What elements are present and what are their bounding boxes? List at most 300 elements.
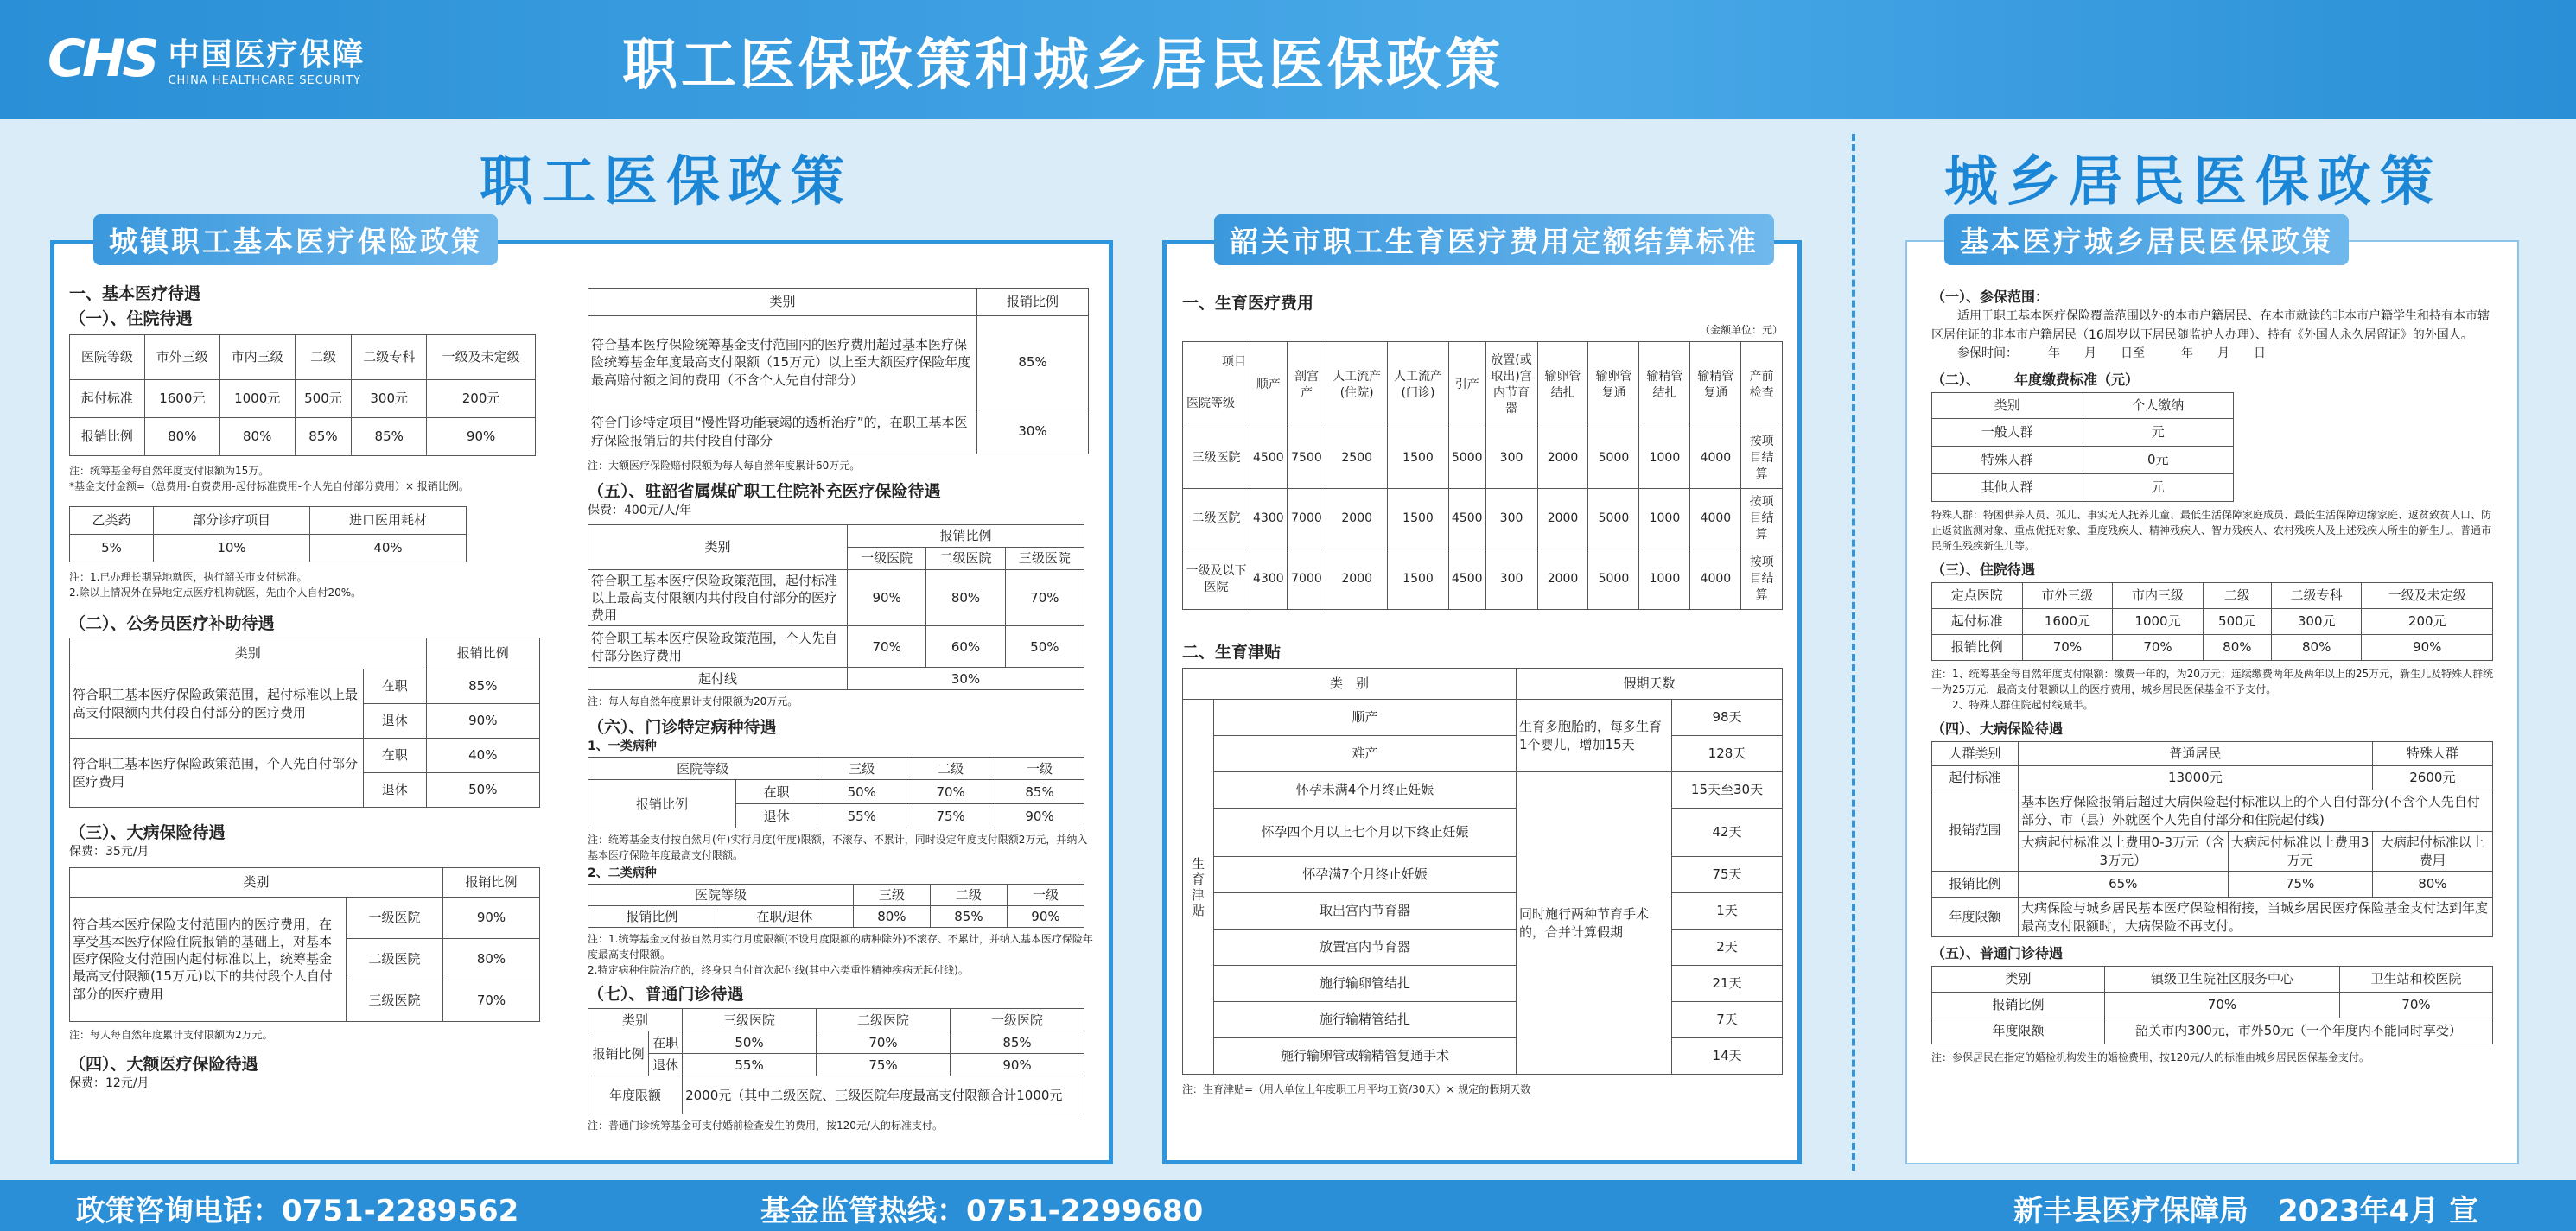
th: 类别 bbox=[1932, 967, 2105, 993]
heading: （一）、参保范围： bbox=[1931, 289, 2050, 305]
th: 人工流产(门诊) bbox=[1388, 342, 1449, 428]
td: 一级医院 bbox=[347, 897, 443, 938]
logo-en: CHINA HEALTHCARE SECURITY bbox=[168, 73, 362, 87]
td: 500元 bbox=[2203, 609, 2271, 635]
td: 符合职工基本医疗保险政策范围，起付标准以上最高支付限额内共付段自付部分的医疗费用 bbox=[588, 569, 848, 626]
td: 90% bbox=[950, 1054, 1084, 1076]
td: 1000元 bbox=[2113, 609, 2204, 635]
note: 注：每人每自然年度累计支付限额为20万元。 bbox=[588, 695, 798, 708]
td: 200元 bbox=[2362, 609, 2493, 635]
td: 1500 bbox=[1388, 549, 1449, 610]
th: 类别 bbox=[1932, 393, 2083, 419]
th: 人群类别 bbox=[1932, 742, 2019, 766]
td: 按项目结算 bbox=[1741, 549, 1783, 610]
th: 输精管结扎 bbox=[1639, 342, 1690, 428]
td: 80% bbox=[219, 418, 295, 456]
td: 5000 bbox=[1588, 428, 1639, 489]
td: 15天至30天 bbox=[1672, 772, 1783, 809]
th: 类别 bbox=[588, 1009, 683, 1031]
note: 注：每人每自然年度累计支付限额为2万元。 bbox=[69, 1028, 273, 1041]
subheading: 1、一类病种 bbox=[588, 739, 657, 754]
th: 输卵管结扎 bbox=[1537, 342, 1588, 428]
td: 大病起付标准以上费用 bbox=[2372, 832, 2492, 872]
td: 符合职工基本医疗保险政策范围，个人先自付部分医疗费用 bbox=[588, 626, 848, 668]
note: 注：1、统筹基金每自然年度支付限额：缴费一年的，为20万元；连续缴费两年及两年以上的25万元，新生儿及特殊人群统一为25万元，最高支付限额以上的医疗费用，城乡居民医保基金不予支付。 bbox=[1931, 668, 2494, 696]
td: 1500 bbox=[1388, 428, 1449, 489]
td: 300元 bbox=[2271, 609, 2362, 635]
td: 90% bbox=[443, 897, 540, 938]
td: 85% bbox=[426, 669, 539, 704]
td: 128天 bbox=[1672, 736, 1783, 772]
th: 部分诊疗项目 bbox=[154, 507, 310, 535]
td: 42天 bbox=[1672, 809, 1783, 857]
td: 符合职工基本医疗保险政策范围，起付标准以上最高支付限额内共付段自付部分的医疗费用 bbox=[70, 669, 364, 739]
category2-table bbox=[588, 884, 1084, 929]
td: 大病起付标准以上费用3万元 bbox=[2228, 832, 2372, 872]
td: 1000 bbox=[1639, 428, 1690, 489]
td: 放置宫内节育器 bbox=[1214, 930, 1517, 966]
th: 定点医院 bbox=[1932, 583, 2023, 609]
th: 剖宫产 bbox=[1287, 342, 1326, 428]
subheading: 2、二类病种 bbox=[588, 866, 657, 881]
td: 50% bbox=[683, 1031, 817, 1054]
td: 其他人群 bbox=[1932, 474, 2083, 502]
th: 三级 bbox=[853, 884, 930, 905]
th: 普通居民 bbox=[2019, 742, 2373, 766]
issuer-date: 新丰县医疗保障局 2023年4月 宣 bbox=[2013, 1194, 2479, 1228]
td: 符合基本医疗保险统筹基金支付范围内的医疗费用超过基本医疗保险统筹基金年度最高支付限额（15万元）以上至大额医疗保险年度最高赔付额之间的费用（不含个人先自付部分） bbox=[588, 316, 977, 409]
unit-note: （金额单位：元） bbox=[1699, 324, 1783, 336]
td: 300 bbox=[1485, 489, 1537, 549]
heading: （五）、驻韶省属煤矿职工住院补充医疗保险待遇 bbox=[588, 482, 941, 501]
td: 三级医院 bbox=[347, 980, 443, 1021]
panel-employee-col2 bbox=[588, 288, 1093, 1133]
th: 假期天数 bbox=[1517, 669, 1783, 700]
td: 90% bbox=[426, 704, 539, 739]
th: 个人缴纳 bbox=[2083, 393, 2234, 419]
td: 符合门诊特定项目“慢性肾功能衰竭的透析治疗”的，在职工基本医疗保险报销后的共付段自付部分 bbox=[588, 409, 977, 454]
note: 注：1.已办理长期异地就医，执行韶关市支付标准。 bbox=[69, 571, 308, 583]
td: 1600元 bbox=[144, 380, 219, 418]
td: 5000 bbox=[1588, 489, 1639, 549]
td: 75% bbox=[817, 1054, 951, 1076]
th: 医院等级 bbox=[588, 884, 854, 905]
td: 21天 bbox=[1672, 966, 1783, 1002]
th: 乙类药 bbox=[70, 507, 154, 535]
ratio-table bbox=[69, 506, 467, 562]
td: 4500 bbox=[1448, 549, 1485, 610]
table-cell bbox=[1183, 342, 1250, 428]
td: 退休 bbox=[735, 804, 817, 828]
th: 镇级卫生院社区服务中心 bbox=[2105, 967, 2340, 993]
td: 70% bbox=[848, 626, 926, 668]
td: 4500 bbox=[1250, 428, 1288, 489]
panel-employee-bar: 城镇职工基本医疗保险政策 bbox=[93, 214, 498, 265]
section-divider bbox=[1852, 134, 1855, 1171]
th: 医院等级 bbox=[1186, 397, 1235, 411]
td: 施行输卵管结扎 bbox=[1214, 966, 1517, 1002]
th: 报销比例 bbox=[977, 289, 1089, 316]
td: 1天 bbox=[1672, 893, 1783, 930]
resident-serious-table bbox=[1931, 741, 2493, 937]
serious-illness-table bbox=[69, 867, 540, 1022]
th: 一级医院 bbox=[848, 547, 926, 569]
td: 85% bbox=[995, 780, 1084, 804]
td: 70% bbox=[2105, 993, 2340, 1018]
td: 5% bbox=[70, 535, 154, 562]
td: 一级及以下医院 bbox=[1183, 549, 1250, 610]
resident-outpatient-table bbox=[1931, 966, 2493, 1044]
td: 300 bbox=[1485, 428, 1537, 489]
heading: （三）、大病保险待遇 bbox=[69, 823, 226, 842]
td: 75% bbox=[906, 804, 995, 828]
td: 7500 bbox=[1287, 428, 1326, 489]
td: 报销比例 bbox=[588, 780, 736, 828]
td: 80% bbox=[2271, 635, 2362, 661]
td: 大病保险与城乡居民基本医疗保险相衔接，当城乡居民医疗保险基金支付达到年度最高支付限额时，大病保险不再支付。 bbox=[2019, 898, 2493, 937]
td: 一般人群 bbox=[1932, 419, 2083, 447]
td: 怀孕未满4个月终止妊娠 bbox=[1214, 772, 1517, 809]
note: *基金支付金额=（总费用-自费费用-起付标准费用-个人先自付部分费用）× 报销比例。 bbox=[69, 480, 469, 492]
note: 注：统筹基金支付按自然月(年)实行月度(年度)限额，不滚存、不累计，同时设定年度支付限额2万元，并纳入基本医疗保险年度最高支付限额。 bbox=[588, 834, 1088, 862]
td: 特殊人群 bbox=[1932, 447, 2083, 474]
right-big-title: 城乡居民医保政策 bbox=[1944, 149, 2443, 213]
td: 难产 bbox=[1214, 736, 1517, 772]
td: 起付线 bbox=[588, 668, 848, 690]
td: 报销比例 bbox=[70, 418, 145, 456]
footer-bar bbox=[0, 1180, 2576, 1231]
resident-inpatient-table bbox=[1931, 582, 2493, 661]
td: 90% bbox=[427, 418, 536, 456]
td: 符合职工基本医疗保险政策范围，个人先自付部分医疗费用 bbox=[70, 739, 364, 808]
td: 55% bbox=[817, 804, 906, 828]
th: 医院等级 bbox=[70, 335, 145, 380]
th: 类别 bbox=[588, 524, 848, 569]
td: 2000 bbox=[1537, 549, 1588, 610]
td: 80% bbox=[2203, 635, 2271, 661]
th: 市外三级 bbox=[144, 335, 219, 380]
td: 70% bbox=[2339, 993, 2492, 1018]
heading: （六）、门诊特定病种待遇 bbox=[588, 718, 777, 738]
td: 报销范围 bbox=[1932, 790, 2019, 872]
td: 4300 bbox=[1250, 549, 1288, 610]
td: 4000 bbox=[1690, 489, 1741, 549]
td: 1000 bbox=[1639, 549, 1690, 610]
note: 2.特定病种住院治疗的，终身只自付首次起付线(其中六类重性精神疾病无起付线)。 bbox=[588, 964, 969, 977]
th: 二级专科 bbox=[2271, 583, 2362, 609]
td: 起付标准 bbox=[1932, 766, 2019, 790]
td: 基本医疗保险报销后超过大病保险起付标准以上的个人自付部分(不含个人先自付部分、市（县）外就医个人先自付部分和住院起付线) bbox=[2019, 790, 2493, 832]
td: 年度限额 bbox=[588, 1076, 683, 1114]
th: 二级 bbox=[2203, 583, 2271, 609]
note: 注：生育津贴=（用人单位上年度职工月平均工资/30天）× 规定的假期天数 bbox=[1182, 1083, 1531, 1095]
th: 引产 bbox=[1448, 342, 1485, 428]
td: 在职 bbox=[649, 1031, 683, 1054]
td: 同时施行两种节育手术的，合并计算假期 bbox=[1517, 772, 1672, 1075]
td: 大病起付标准以上费用0-3万元（含3万元） bbox=[2019, 832, 2229, 872]
inpatient-table bbox=[69, 334, 536, 456]
td: 50% bbox=[1005, 626, 1084, 668]
panel-maternity-bar: 韶关市职工生育医疗费用定额结算标准 bbox=[1214, 214, 1774, 265]
td: 85% bbox=[950, 1031, 1084, 1054]
td: 取出宫内节育器 bbox=[1214, 893, 1517, 930]
td: 90% bbox=[848, 569, 926, 626]
td: 55% bbox=[683, 1054, 817, 1076]
panel-resident-bar: 基本医疗城乡居民医保政策 bbox=[1944, 214, 2349, 265]
td: 90% bbox=[2362, 635, 2493, 661]
th: 一级医院 bbox=[950, 1009, 1084, 1031]
td: 报销比例 bbox=[1932, 872, 2019, 898]
th: 二级专科 bbox=[352, 335, 427, 380]
th: 二级 bbox=[906, 758, 995, 780]
td: 75% bbox=[2228, 872, 2372, 898]
td: 90% bbox=[995, 804, 1084, 828]
panel-resident-content bbox=[1931, 281, 2497, 1065]
td: 300元 bbox=[352, 380, 427, 418]
td: 2500 bbox=[1326, 428, 1388, 489]
td: 在职 bbox=[364, 669, 427, 704]
td: 在职 bbox=[735, 780, 817, 804]
th: 输精管复通 bbox=[1690, 342, 1741, 428]
td: 85% bbox=[352, 418, 427, 456]
td: 施行输精管结扎 bbox=[1214, 1002, 1517, 1038]
td: 70% bbox=[1005, 569, 1084, 626]
td: 2000 bbox=[1326, 489, 1388, 549]
allowance-table bbox=[1182, 668, 1783, 1075]
note: 2、特殊人群住院起付线减半。 bbox=[1952, 699, 2094, 712]
logo-text bbox=[168, 30, 365, 87]
outpatient-table bbox=[588, 1008, 1084, 1114]
td: 二级医院 bbox=[1183, 489, 1250, 549]
td: 5000 bbox=[1448, 428, 1485, 489]
note: 注：1.统筹基金支付按自然月实行月度限额(不设月度限额的病种除外)不滚存、不累计，并纳入基本医疗保险年度最高支付限额。 bbox=[588, 933, 1093, 961]
td: 7天 bbox=[1672, 1002, 1783, 1038]
td: 4300 bbox=[1250, 489, 1288, 549]
enroll-time: 参保时间： 年 月 日至 年 月 日 bbox=[1957, 346, 2266, 361]
fee: 保费：12元/月 bbox=[69, 1076, 149, 1090]
th: 一级及未定级 bbox=[427, 335, 536, 380]
td: 4000 bbox=[1690, 549, 1741, 610]
td: 施行输卵管或输精管复通手术 bbox=[1214, 1038, 1517, 1075]
td: 10% bbox=[154, 535, 310, 562]
td: 二级医院 bbox=[347, 938, 443, 980]
td: 1000 bbox=[1639, 489, 1690, 549]
th: 三级 bbox=[817, 758, 906, 780]
heading: （二）、公务员医疗补助待遇 bbox=[69, 614, 275, 633]
td: 按项目结算 bbox=[1741, 428, 1783, 489]
heading: （四）、大病保险待遇 bbox=[1931, 720, 2064, 738]
large-amount-table bbox=[588, 288, 1089, 454]
category1-table bbox=[588, 757, 1084, 828]
note: 注：大额医疗保险赔付限额为每人每自然年度累计60万元。 bbox=[588, 460, 861, 472]
heading: （七）、普通门诊待遇 bbox=[588, 985, 744, 1005]
th: 一级及未定级 bbox=[2362, 583, 2493, 609]
th: 二级医院 bbox=[926, 547, 1005, 569]
td: 韶关市内300元，市外50元（一个年度内不能同时享受） bbox=[2105, 1018, 2493, 1044]
th: 报销比例 bbox=[443, 867, 540, 897]
td: 生育多胞胎的，每多生育1个婴儿，增加15天 bbox=[1517, 700, 1672, 772]
td: 14天 bbox=[1672, 1038, 1783, 1075]
td: 98天 bbox=[1672, 700, 1783, 736]
td: 按项目结算 bbox=[1741, 489, 1783, 549]
supervision-hotline: 基金监管热线：0751-2299680 bbox=[760, 1194, 1204, 1228]
td: 元 bbox=[2083, 419, 2234, 447]
th: 类别 bbox=[588, 289, 977, 316]
td: 70% bbox=[2113, 635, 2204, 661]
td: 65% bbox=[2019, 872, 2229, 898]
td: 2000 bbox=[1326, 549, 1388, 610]
td: 80% bbox=[2372, 872, 2492, 898]
td: 退休 bbox=[649, 1054, 683, 1076]
td: 80% bbox=[853, 906, 930, 928]
td: 元 bbox=[2083, 474, 2234, 502]
heading: 一、基本医疗待遇 bbox=[69, 284, 201, 303]
td: 顺产 bbox=[1214, 700, 1517, 736]
td: 13000元 bbox=[2019, 766, 2373, 790]
th: 人工流产(住院) bbox=[1326, 342, 1388, 428]
td: 4000 bbox=[1690, 428, 1741, 489]
th: 产前检查 bbox=[1741, 342, 1783, 428]
td: 1600元 bbox=[2022, 609, 2113, 635]
th: 进口医用耗材 bbox=[310, 507, 467, 535]
th: 市内三级 bbox=[219, 335, 295, 380]
td: 60% bbox=[926, 626, 1005, 668]
td: 4500 bbox=[1448, 489, 1485, 549]
panel-employee-col1 bbox=[69, 281, 553, 1093]
civil-servant-table bbox=[69, 638, 540, 808]
fee: 保费：400元/人/年 bbox=[588, 504, 692, 517]
th: 二级医院 bbox=[817, 1009, 951, 1031]
th: 输卵管复通 bbox=[1588, 342, 1639, 428]
td: 7000 bbox=[1287, 489, 1326, 549]
heading: （四）、大额医疗保险待遇 bbox=[69, 1054, 258, 1074]
td: 30% bbox=[848, 668, 1084, 690]
td: 70% bbox=[2022, 635, 2113, 661]
td: 70% bbox=[443, 980, 540, 1021]
td: 80% bbox=[443, 938, 540, 980]
td: 2000 bbox=[1537, 489, 1588, 549]
td: 50% bbox=[426, 773, 539, 808]
th: 市外三级 bbox=[2022, 583, 2113, 609]
th: 项目 bbox=[1222, 355, 1246, 370]
policy-phone: 政策咨询电话：0751-2289562 bbox=[76, 1194, 519, 1228]
td: 1500 bbox=[1388, 489, 1449, 549]
note: 注：统筹基金每自然年度支付限额为15万。 bbox=[69, 465, 270, 477]
td: 75天 bbox=[1672, 857, 1783, 893]
heading: （二）、 年度缴费标准（元） bbox=[1931, 371, 2140, 389]
td: 年度限额 bbox=[1932, 1018, 2105, 1044]
td: 0元 bbox=[2083, 447, 2234, 474]
maternity-fee-table bbox=[1182, 341, 1783, 610]
td: 2000 bbox=[1537, 428, 1588, 489]
note: 2.除以上情况外在异地定点医疗机构就医，先由个人自付20%。 bbox=[69, 587, 362, 599]
th: 类 别 bbox=[1183, 669, 1517, 700]
note: 注：参保居民在指定的婚检机构发生的婚检费用，按120元/人的标准由城乡居民医保基金支付。 bbox=[1931, 1051, 2369, 1064]
td: 5000 bbox=[1588, 549, 1639, 610]
th: 报销比例 bbox=[848, 524, 1084, 547]
td: 30% bbox=[977, 409, 1089, 454]
td: 85% bbox=[977, 316, 1089, 409]
th: 报销比例 bbox=[426, 638, 539, 669]
heading: （五）、普通门诊待遇 bbox=[1931, 945, 2064, 962]
logo-mark: CHS bbox=[48, 28, 156, 89]
th: 放置(或取出)宫内节育器 bbox=[1485, 342, 1537, 428]
td: 2600元 bbox=[2372, 766, 2492, 790]
panel-maternity-content bbox=[1182, 285, 1783, 1097]
logo-cn: 中国医疗保障 bbox=[168, 36, 366, 73]
paragraph: 适用于职工基本医疗保险覆盖范围以外的本市户籍居民、在本市就读的非本市户籍学生和持有本市辖区居住证的非本市户籍居民（16周岁以下居民随监护人办理）、持有《外国人永久居留证》的外国人。 bbox=[1931, 309, 2490, 342]
note: 特殊人群：特困供养人员、孤儿、事实无人抚养儿童、最低生活保障家庭成员、最低生活保障边缘家庭、返贫致贫人口、防止返贫监测对象、重点优抚对象、重度残疾人、精神残疾人、智力残疾人、农村残疾人及上述残疾人所生的新生儿、普通市民所生残疾新生儿等。 bbox=[1931, 509, 2492, 553]
th: 类别 bbox=[70, 638, 427, 669]
td: 7000 bbox=[1287, 549, 1326, 610]
td: 80% bbox=[144, 418, 219, 456]
td: 年度限额 bbox=[1932, 898, 2019, 937]
td: 起付标准 bbox=[1932, 609, 2023, 635]
page-title: 职工医保政策和城乡居民医保政策 bbox=[622, 34, 1504, 98]
td: 1000元 bbox=[219, 380, 295, 418]
th: 类别 bbox=[70, 867, 443, 897]
td: 报销比例 bbox=[1932, 993, 2105, 1018]
heading: 一、生育医疗费用 bbox=[1182, 294, 1314, 313]
heading: 二、生育津贴 bbox=[1182, 643, 1282, 662]
th: 一级 bbox=[1007, 884, 1084, 905]
th: 三级医院 bbox=[683, 1009, 817, 1031]
td: 报销比例 bbox=[588, 906, 716, 928]
td: 三级医院 bbox=[1183, 428, 1250, 489]
th: 卫生站和校医院 bbox=[2339, 967, 2492, 993]
td: 40% bbox=[310, 535, 467, 562]
td: 怀孕满7个月终止妊娠 bbox=[1214, 857, 1517, 893]
th: 市内三级 bbox=[2113, 583, 2204, 609]
td: 85% bbox=[930, 906, 1007, 928]
td: 在职/退休 bbox=[716, 906, 853, 928]
th: 二级 bbox=[295, 335, 352, 380]
td: 生育津贴 bbox=[1183, 700, 1214, 1075]
th: 特殊人群 bbox=[2372, 742, 2492, 766]
td: 80% bbox=[926, 569, 1005, 626]
td: 70% bbox=[906, 780, 995, 804]
td: 200元 bbox=[427, 380, 536, 418]
td: 90% bbox=[1007, 906, 1084, 928]
heading: （三）、住院待遇 bbox=[1931, 562, 2036, 579]
td: 70% bbox=[817, 1031, 951, 1054]
chs-logo bbox=[48, 26, 410, 91]
th: 三级医院 bbox=[1005, 547, 1084, 569]
td: 在职 bbox=[364, 739, 427, 773]
td: 40% bbox=[426, 739, 539, 773]
note: 注：普通门诊统筹基金可支付婚前检查发生的费用，按120元/人的标准支付。 bbox=[588, 1120, 943, 1133]
td: 50% bbox=[817, 780, 906, 804]
td: 500元 bbox=[295, 380, 352, 418]
td: 300 bbox=[1485, 549, 1537, 610]
td: 符合基本医疗保险支付范围内的医疗费用，在享受基本医疗保险住院报销的基础上，对基本医疗保险支付范围内起付标准以上，统筹基金最高支付限额(15万元)以下的共付段个人自付部分的医疗费用 bbox=[70, 897, 347, 1021]
td: 退休 bbox=[364, 773, 427, 808]
th: 一级 bbox=[995, 758, 1084, 780]
premium-table bbox=[1931, 392, 2234, 502]
td: 报销比例 bbox=[1932, 635, 2023, 661]
td: 退休 bbox=[364, 704, 427, 739]
td: 报销比例 bbox=[588, 1031, 649, 1076]
left-big-title: 职工医保政策 bbox=[480, 149, 854, 213]
td: 2天 bbox=[1672, 930, 1783, 966]
th: 顺产 bbox=[1250, 342, 1288, 428]
td: 起付标准 bbox=[70, 380, 145, 418]
coal-mine-table bbox=[588, 524, 1084, 691]
th: 医院等级 bbox=[588, 758, 817, 780]
heading: （一）、住院待遇 bbox=[69, 309, 193, 328]
td: 85% bbox=[295, 418, 352, 456]
th: 二级 bbox=[930, 884, 1007, 905]
